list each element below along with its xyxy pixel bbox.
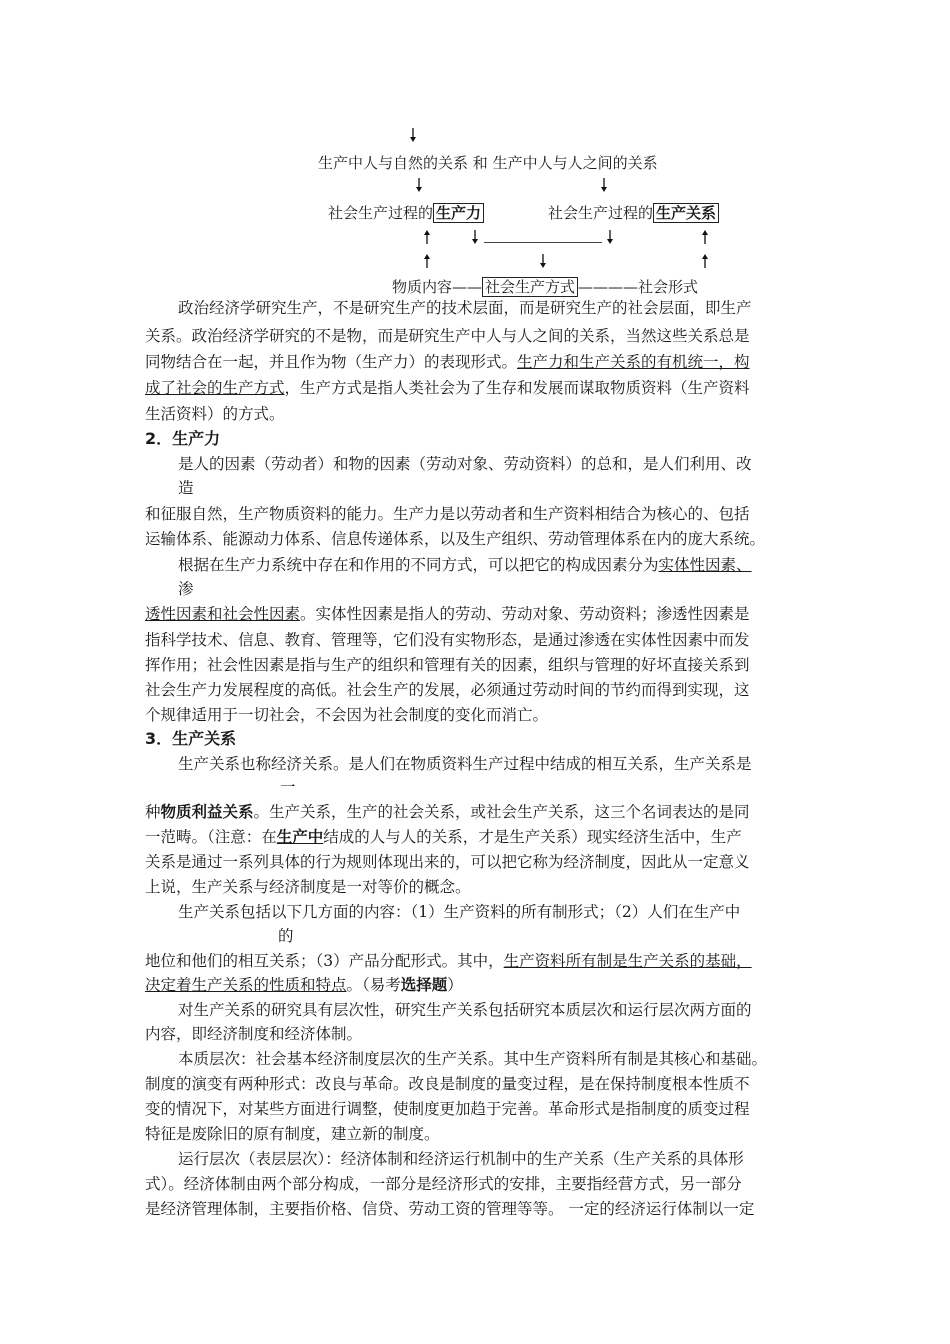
diagram-row1: 生产中人与自然的关系 和 生产中人与人之间的关系: [318, 154, 658, 172]
s3-p4-line3: 变的情况下，对某些方面进行调整，使制度更加趋于完善。革命形式是指制度的质变过程: [145, 1100, 750, 1118]
s3-p1-line1b: 一: [280, 778, 296, 796]
arrow-down-icon: [470, 230, 480, 244]
arrow-up-icon: [422, 254, 432, 268]
human-human-relation: 生产中人与人之间的关系: [492, 154, 658, 172]
diagram-mode-of-production: 物质内容—— 社会生产方式 ————社会形式: [392, 278, 699, 296]
s3-p3-line2: 内容，即经济制度和经济体制。: [145, 1025, 363, 1043]
arrow-down-icon: [599, 178, 609, 192]
s3-p1-line3: 一范畴。（注意：在生产中结成的人与人的关系，才是生产关系）现实经济生活中，生产: [145, 827, 742, 846]
arrow-down-icon: [408, 128, 418, 142]
arrow-up-icon: [422, 230, 432, 244]
s3-p4-line1: 本质层次：社会基本经济制度层次的生产关系。其中生产资料所有制是其核心和基础。: [178, 1050, 768, 1068]
human-nature-relation: 生产中人与自然的关系: [318, 154, 469, 172]
arrow-down-icon: [605, 230, 615, 244]
para1-line4: 成了社会的生产方式，生产方式是指人类社会为了生存和发展而谋取物质资料（生产资料: [145, 379, 750, 397]
arrow-up-icon: [700, 230, 710, 244]
arrow-down-icon: [538, 254, 548, 268]
diagram-production-relations: 社会生产过程的 生产关系: [548, 202, 719, 223]
s2-p1-line3: 运输体系、能源动力体系、信息传递体系，以及生产组织、劳动管理体系在内的庞大系统。: [145, 530, 766, 548]
s2-p1-line1: 是人的因素（劳动者）和物的因素（劳动对象、劳动资料）的总和，是人们利用、改: [178, 455, 752, 473]
s3-p1-line2: 种物质利益关系。生产关系，生产的社会关系，或社会生产关系，这三个名词表达的是同: [145, 802, 750, 821]
productive-forces-box: 生产力: [433, 203, 484, 223]
s2-p2-line6: 个规律适用于一切社会，不会因为社会制度的变化而消亡。: [145, 706, 549, 724]
s3-p5-line1: 运行层次（表层层次）：经济体制和经济运行机制中的生产关系（生产关系的具体形: [178, 1150, 744, 1168]
para1-line5: 生活资料）的方式。: [145, 405, 285, 423]
s3-p3-line1: 对生产关系的研究具有层次性，研究生产关系包括研究本质层次和运行层次两方面的: [178, 1001, 752, 1019]
s3-p1-line5: 上说，生产关系与经济制度是一对等价的概念。: [145, 878, 471, 896]
section3-heading: 3．生产关系: [145, 729, 237, 748]
diagram-productive-forces: 社会生产过程的 生产力: [328, 202, 484, 223]
s3-p2-line1b: 的: [278, 927, 294, 945]
s2-p1-line2: 和征服自然，生产物质资料的能力。生产力是以劳动者和生产资料相结合为核心的、包括: [145, 505, 750, 523]
s3-p4-line4: 特征是废除旧的原有制度，建立新的制度。: [145, 1125, 440, 1143]
s2-p1-line1b: 造: [178, 479, 194, 497]
arrow-down-icon: [414, 178, 424, 192]
arrow-up-icon: [700, 254, 710, 268]
s2-p2-line1b: 渗: [178, 580, 194, 598]
s3-p4-line2: 制度的演变有两种形式：改良与革命。改良是制度的量变过程，是在保持制度根本性质不: [145, 1075, 750, 1093]
production-relations-box: 生产关系: [653, 203, 719, 223]
s3-p5-line2: 式）。经济体制由两个部分构成，一部分是经济形式的安排，主要指经营方式，另一部分: [145, 1175, 742, 1193]
s2-p2-line2: 透性因素和社会性因素。实体性因素是指人的劳动、劳动对象、劳动资料；渗透性因素是: [145, 605, 750, 623]
para1-line1: 政治经济学研究生产，不是研究生产的技术层面，而是研究生产的社会层面，即生产: [178, 299, 752, 317]
mode-of-production-box: 社会生产方式: [482, 277, 578, 297]
section2-heading: 2．生产力: [145, 429, 221, 448]
s2-p2-line5: 社会生产力发展程度的高低。社会生产的发展，必须通过劳动时间的节约而得到实现，这: [145, 681, 750, 699]
s2-p2-line3: 指科学技术、信息、教育、管理等，它们没有实物形态，是通过渗透在实体性因素中而发: [145, 631, 750, 649]
connector-line: [484, 242, 602, 243]
s3-p2-line2: 地位和他们的相互关系；（3）产品分配形式。其中，生产资料所有制是生产关系的基础，: [145, 952, 752, 970]
s2-p2-line4: 挥作用；社会性因素是指与生产的组织和管理有关的因素，组织与管理的好坏直接关系到: [145, 656, 750, 674]
s3-p1-line1: 生产关系也称经济关系。是人们在物质资料生产过程中结成的相互关系，生产关系是: [178, 755, 752, 773]
s3-p2-line3: 决定着生产关系的性质和特点。（易考选择题）: [145, 975, 463, 994]
para1-line3: 同物结合在一起，并且作为物（生产力）的表现形式。生产力和生产关系的有机统一，构: [145, 353, 750, 371]
s3-p2-line1: 生产关系包括以下几方面的内容：（1）生产资料的所有制形式；（2）人们在生产中: [178, 903, 741, 921]
s2-p2-line1: 根据在生产力系统中存在和作用的不同方式，可以把它的构成因素分为实体性因素、: [178, 556, 752, 574]
para1-line2: 关系。政治经济学研究的不是物，而是研究生产中人与人之间的关系，当然这些关系总是: [145, 327, 750, 345]
s3-p1-line4: 关系是通过一系列具体的行为规则体现出来的，可以把它称为经济制度，因此从一定意义: [145, 853, 750, 871]
s3-p5-line3: 是经济管理体制，主要指价格、信贷、劳动工资的管理等等。 一定的经济运行体制以一定: [145, 1200, 755, 1218]
